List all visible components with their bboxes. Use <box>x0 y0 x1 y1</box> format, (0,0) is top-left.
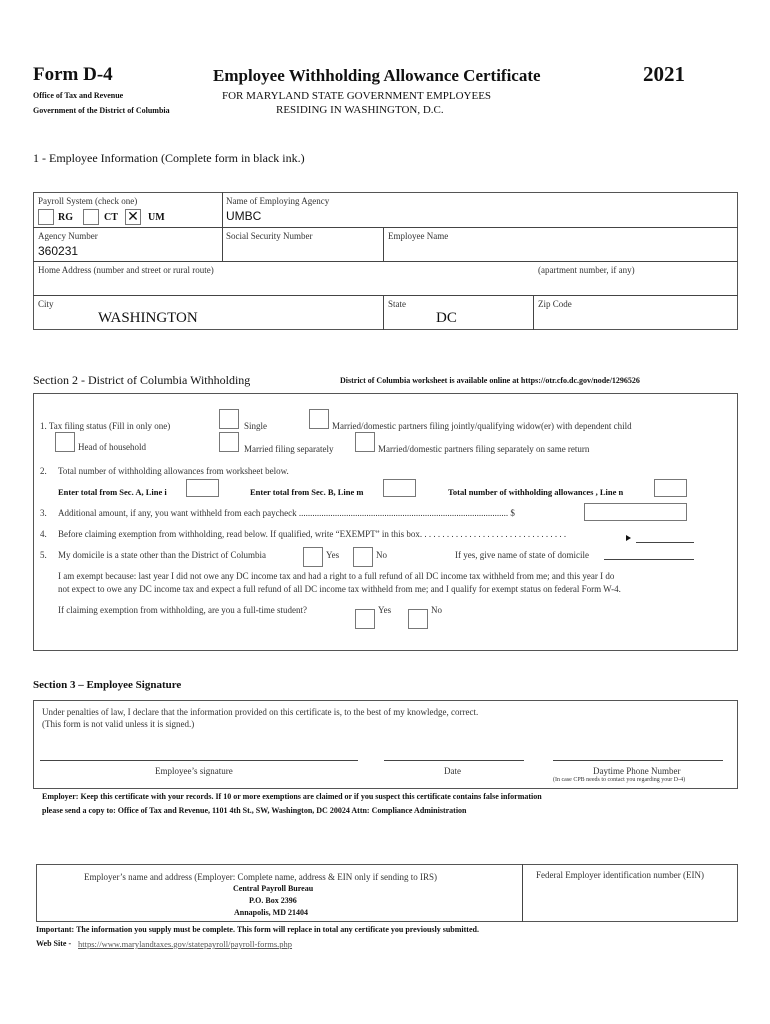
signature-line[interactable] <box>40 760 358 761</box>
ssn-label: Social Security Number <box>226 231 313 241</box>
col-divider-1 <box>222 192 223 261</box>
student-question: If claiming exemption from withholding, are you a full-time student? <box>58 605 307 615</box>
employer-keep-line-2: please send a copy to: Office of Tax and Revenue, 1101 4th St., SW, Washington, DC 20024 Attn: Compliance Administration <box>42 806 467 815</box>
section-1-heading: 1 - Employee Information (Complete form in black ink.) <box>33 151 305 165</box>
domicile-yes-checkbox[interactable] <box>303 547 323 567</box>
employer-name-address-label: Employer’s name and address (Employer: Complete name, address & EIN only if sending to IRS) <box>84 872 438 882</box>
row-divider-2 <box>33 261 738 262</box>
checkbox-married-separately[interactable] <box>219 432 239 452</box>
col-divider-4 <box>533 295 534 330</box>
employee-name-label: Employee Name <box>388 231 449 241</box>
head-of-household-label: Head of household <box>78 442 146 452</box>
important-note: Important: The information you supply must be complete. This form will replace in total any certificate you previously submitted. <box>36 925 479 934</box>
form-year: 2021 <box>643 62 685 86</box>
student-yes-label: Yes <box>378 605 392 615</box>
row-divider-1 <box>33 227 738 228</box>
employer-address-line-2: P.O. Box 2396 <box>249 896 297 905</box>
option-rg-label: RG <box>58 212 73 223</box>
q4-number: 4. <box>40 529 47 539</box>
single-label: Single <box>244 421 268 431</box>
q5-number: 5. <box>40 550 47 560</box>
agency-number-value[interactable]: 360231 <box>38 244 79 258</box>
q2-label: Total number of withholding allowances from worksheet below. <box>58 466 289 476</box>
subtitle-line-1: FOR MARYLAND STATE GOVERNMENT EMPLOYEES <box>222 90 492 102</box>
married-separate-same-return-label: Married/domestic partners filing separately on same return <box>378 444 590 454</box>
state-value[interactable]: DC <box>436 310 457 326</box>
phone-label: Daytime Phone Number <box>593 766 681 776</box>
agency-line-2: Government of the District of Columbia <box>33 106 170 115</box>
sec-a-label: Enter total from Sec. A, Line i <box>58 487 167 497</box>
option-um-label: UM <box>148 212 165 223</box>
exempt-text-line-2: not expect to owe any DC income tax and expect a full refund of all DC income tax withheld from me; and I qualify for exempt status on federal Form W-4. <box>58 584 621 594</box>
employer-address-line-3: Annapolis, MD 21404 <box>234 908 309 917</box>
home-address-label: Home Address (number and street or rural route) <box>38 265 214 275</box>
filing-status-label: 1. Tax filing status (Fill in only one) <box>40 421 171 431</box>
page-title: Employee Withholding Allowance Certificate <box>213 66 541 85</box>
arrow-right-icon <box>626 535 631 541</box>
q3-number: 3. <box>40 508 47 518</box>
date-line[interactable] <box>384 760 524 761</box>
exempt-input-line[interactable] <box>636 542 694 543</box>
employer-col-divider <box>522 864 523 922</box>
student-no-checkbox[interactable] <box>408 609 428 629</box>
checkbox-um[interactable] <box>125 209 141 225</box>
q3-label: Additional amount, if any, you want withheld from each paycheck ............................................................................................. $ <box>58 508 515 518</box>
state-label: State <box>388 299 406 309</box>
website-link[interactable]: https://www.marylandtaxes.gov/statepayroll/payroll-forms.php <box>78 939 293 949</box>
student-no-label: No <box>431 605 442 615</box>
employing-agency-label: Name of Employing Agency <box>226 196 330 206</box>
domicile-no-checkbox[interactable] <box>353 547 373 567</box>
employing-agency-value[interactable]: UMBC <box>226 209 262 223</box>
option-ct-label: CT <box>104 212 118 223</box>
date-label: Date <box>444 766 461 776</box>
agency-line-1: Office of Tax and Revenue <box>33 91 124 100</box>
domicile-state-input-line[interactable] <box>604 559 694 560</box>
checkbox-single[interactable] <box>219 409 239 429</box>
sec-b-label: Enter total from Sec. B, Line m <box>250 487 364 497</box>
student-yes-checkbox[interactable] <box>355 609 375 629</box>
phone-line[interactable] <box>553 760 723 761</box>
zip-code-label: Zip Code <box>538 299 572 309</box>
employer-keep-line-1: Employer: Keep this certificate with your records. If 10 or more exemptions are claimed or if you suspect this certificate contains false information <box>42 792 542 801</box>
not-valid-note: (This form is not valid unless it is signed.) <box>42 719 195 729</box>
checkbox-married-separate-same-return[interactable] <box>355 432 375 452</box>
subtitle-line-2: RESIDING IN WASHINGTON, D.C. <box>276 104 444 116</box>
checkbox-married-joint[interactable] <box>309 409 329 429</box>
row-divider-3 <box>33 295 738 296</box>
agency-number-label: Agency Number <box>38 231 98 241</box>
domicile-state-prompt: If yes, give name of state of domicile <box>455 550 589 560</box>
checkbox-rg[interactable] <box>38 209 54 225</box>
check-mark-icon: ✕ <box>127 209 139 225</box>
col-divider-3 <box>383 295 384 330</box>
col-divider-2 <box>383 227 384 261</box>
total-allowances-input[interactable] <box>654 479 687 497</box>
employer-address-line-1: Central Payroll Bureau <box>233 884 314 893</box>
checkbox-head-of-household[interactable] <box>55 432 75 452</box>
exempt-text-line-1: I am exempt because: last year I did not owe any DC income tax and had a right to a full refund of all DC income tax withheld from me; and this year I do <box>58 571 615 581</box>
checkbox-ct[interactable] <box>83 209 99 225</box>
domicile-no-label: No <box>376 550 387 560</box>
ein-label: Federal Employer identification number (EIN) <box>536 870 704 880</box>
apartment-label: (apartment number, if any) <box>538 265 635 275</box>
sec-b-input[interactable] <box>383 479 416 497</box>
additional-amount-input[interactable] <box>584 503 687 521</box>
worksheet-note: District of Columbia worksheet is available online at https://otr.cfo.dc.gov/node/1296526 <box>340 376 640 385</box>
form-id: Form D-4 <box>33 64 113 85</box>
city-label: City <box>38 299 54 309</box>
city-value[interactable]: WASHINGTON <box>98 310 198 326</box>
sec-a-input[interactable] <box>186 479 219 497</box>
q2-number: 2. <box>40 466 47 476</box>
website-label: Web Site - <box>36 939 72 948</box>
q5-label: My domicile is a state other than the District of Columbia <box>58 550 266 560</box>
total-allowances-label: Total number of withholding allowances , Line n <box>448 487 624 497</box>
phone-note: (In case CPB needs to contact you regarding your D-4) <box>553 777 686 783</box>
married-separately-label: Married filing separately <box>244 444 334 454</box>
signature-label: Employee’s signature <box>155 766 233 776</box>
section-3-heading: Section 3 – Employee Signature <box>33 679 182 691</box>
section-2-heading: Section 2 - District of Columbia Withholding <box>33 373 251 387</box>
payroll-system-label: Payroll System (check one) <box>38 196 138 206</box>
married-joint-label: Married/domestic partners filing jointly/qualifying widow(er) with dependent child <box>332 421 632 431</box>
q4-label: Before claiming exemption from withholding, read below. If qualified, write “EXEMPT” in this box. . . . . . . . . . . . . . . . . . . . . . . . . . . . . . . . . <box>58 529 567 539</box>
perjury-statement: Under penalties of law, I declare that the information provided on this certificate is, to the best of my knowledge, correct. <box>42 707 479 717</box>
domicile-yes-label: Yes <box>326 550 340 560</box>
